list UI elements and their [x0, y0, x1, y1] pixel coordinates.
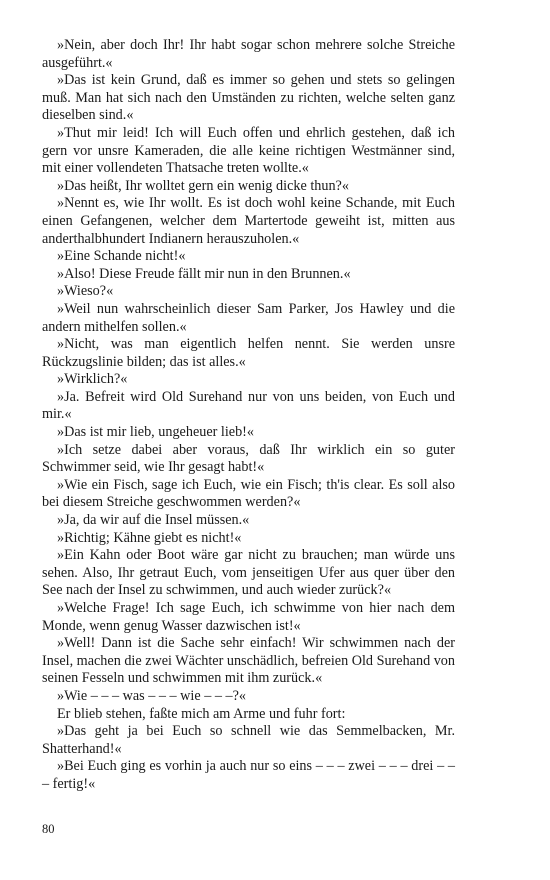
- paragraph-8: »Wieso?«: [57, 283, 114, 300]
- paragraph-22: Er blieb stehen, faßte mich am Arme und fuhr fort:: [57, 705, 346, 722]
- paragraph-24: »Bei Euch ging es vorhin ja auch nur so eins – – – zwei – – – drei – – – fertig!«: [42, 758, 455, 792]
- paragraph-14: »Ich setze dabei aber voraus, daß Ihr wirklich ein so guter Schwimmer seid, wie Ihr gesagt habt!«: [42, 441, 455, 476]
- page-number: 80: [42, 822, 55, 836]
- paragraph-15: »Wie ein Fisch, sage ich Euch, wie ein Fisch; th'is clear. Es soll also bei diesem Streiche geschwommen werden?«: [42, 476, 455, 511]
- paragraph-20: »Well! Dann ist die Sache sehr einfach! Wir schwimmen nach der Insel, machen die zwei Wächter unschädlich, befreien Old Surehand von seinen Fesseln und schwimmen mit ihm zurück.«: [42, 635, 455, 687]
- paragraph-2: »Das ist kein Grund, daß es immer so gehen und stets so gelingen muß. Man hat sich nach den Umständen zu richten, welche selten ganz dieselben sind.«: [42, 72, 455, 124]
- paragraph-23: »Das geht ja bei Euch so schnell wie das Semmelbacken, Mr. Shatterhand!«: [42, 723, 455, 757]
- paragraph-19: »Welche Frage! Ich sage Euch, ich schwimme von hier nach dem Monde, wenn genug Wasser dazwischen ist!«: [42, 600, 455, 634]
- paragraph-13: »Das ist mir lieb, ungeheuer lieb!«: [57, 424, 254, 441]
- paragraph-18: »Ein Kahn oder Boot wäre gar nicht zu brauchen; man würde uns sehen. Also, Ihr getraut Euch, vom jenseitigen Ufer aus quer über den See nach der Insel zu schwimmen, und auch wieder zurück?«: [42, 547, 455, 599]
- paragraph-9: »Weil nun wahrscheinlich dieser Sam Parker, Jos Hawley und die andern mithelfen sollen.«: [42, 300, 455, 335]
- paragraph-11: »Wirklich?«: [57, 371, 128, 388]
- paragraph-10: »Nicht, was man eigentlich helfen nennt. Sie werden unsre Rückzugslinie bilden; das ist alles.«: [42, 336, 455, 370]
- paragraph-16: »Ja, da wir auf die Insel müssen.«: [57, 512, 250, 529]
- paragraph-4: »Das heißt, Ihr wolltet gern ein wenig dicke thun?«: [57, 177, 349, 194]
- book-page-text: [42, 37, 455, 794]
- paragraph-12: »Ja. Befreit wird Old Surehand nur von uns beiden, von Euch und mir.«: [42, 388, 455, 423]
- paragraph-17: »Richtig; Kähne giebt es nicht!«: [57, 529, 242, 546]
- paragraph-1: »Nein, aber doch Ihr! Ihr habt sogar schon mehrere solche Streiche ausgeführt.«: [42, 37, 455, 71]
- paragraph-6: »Eine Schande nicht!«: [57, 248, 186, 265]
- paragraph-5: »Nennt es, wie Ihr wollt. Es ist doch wohl keine Schande, mit Euch einen Gefangenen, welcher dem Martertode geweiht ist, mitten aus anderthalbhundert Indianern herauszuholen.«: [42, 195, 455, 247]
- paragraph-7: »Also! Diese Freude fällt mir nun in den Brunnen.«: [57, 265, 351, 282]
- paragraph-21: »Wie – – – was – – – wie – – –?«: [57, 687, 246, 704]
- paragraph-3: »Thut mir leid! Ich will Euch offen und ehrlich gestehen, daß ich gern vor unsre Kameraden, die alle keine richtigen Westmänner sind, mit einer vollendeten Thatsache treten wollte.«: [42, 124, 455, 177]
